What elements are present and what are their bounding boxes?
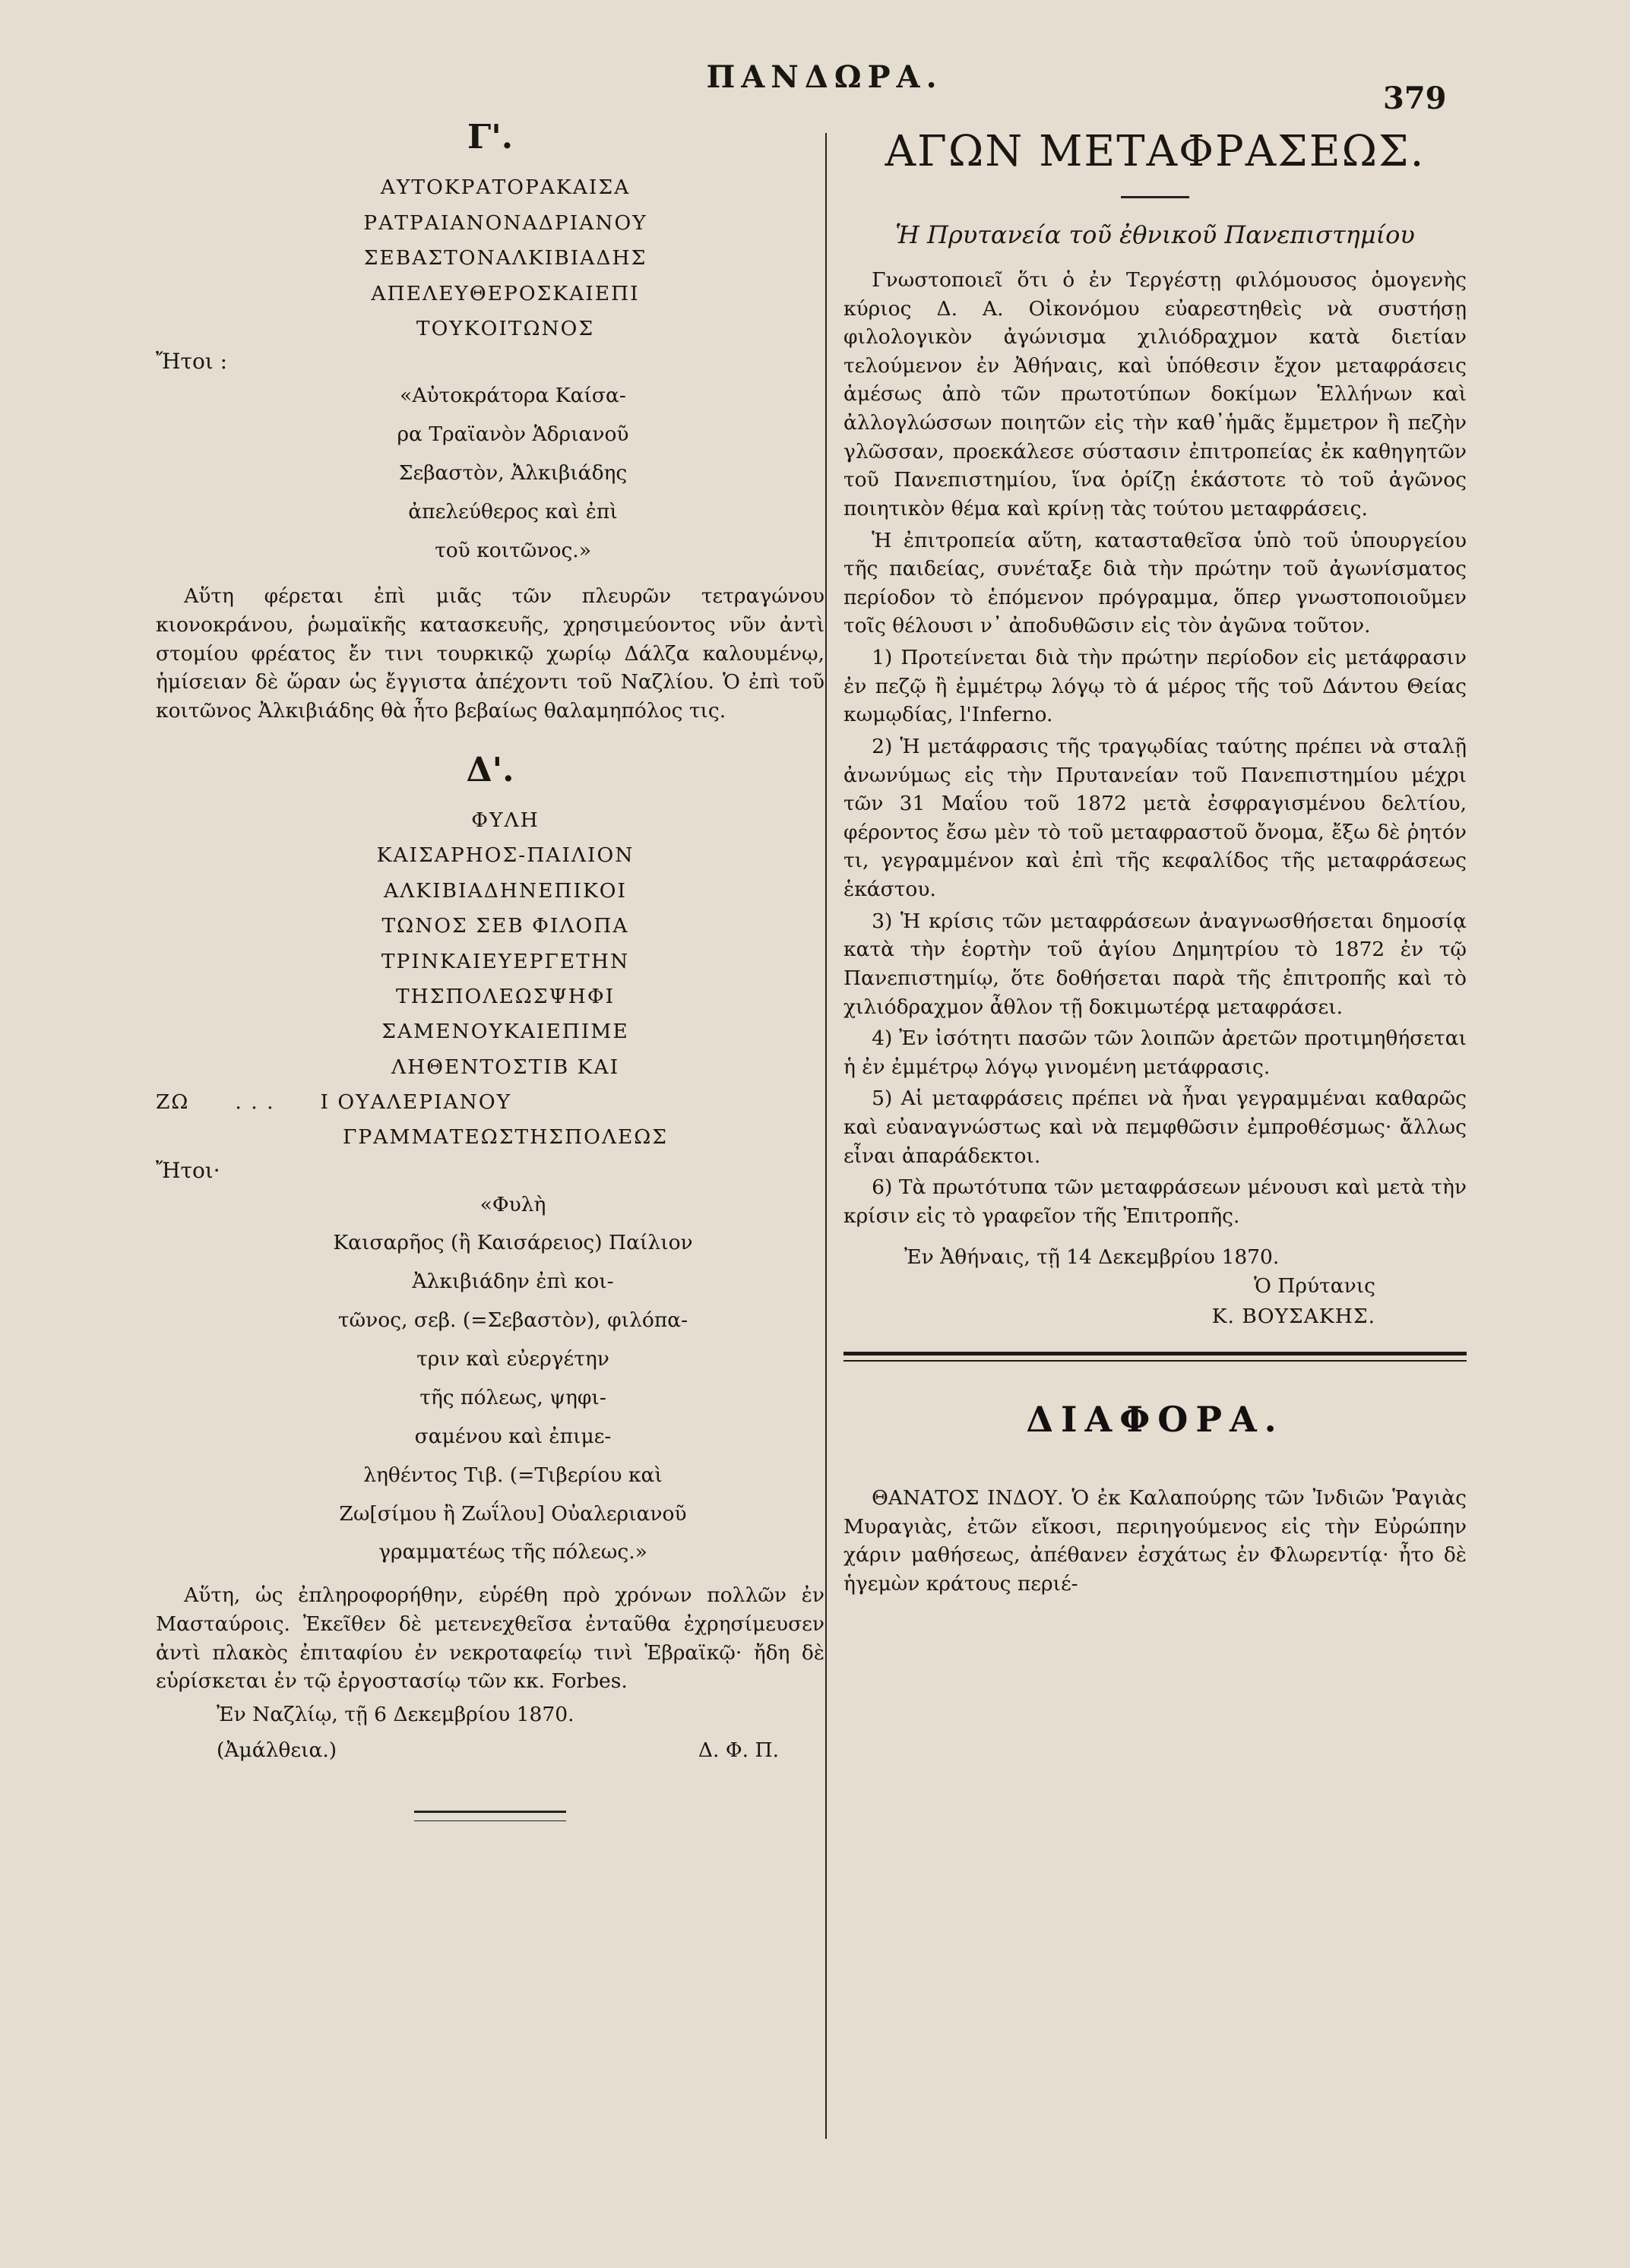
gloss-line: ληθέντος Τιβ. (=Τιβερίου καὶ [363,1463,663,1487]
inscription-line: ΑΛΚΙΒΙΑΔΗΝΕΠΙΚΟΙ [384,878,627,903]
dateline: Ἐν Ναζλίῳ, τῇ 6 Δεκεμβρίου 1870. [217,1702,574,1726]
gloss-line: Ζω[σίμου ἢ Ζωΐλου] Οὐαλεριανοῦ [339,1501,687,1526]
zo-label: ΖΩ [156,1090,190,1115]
committee-paragraph: Ἡ ἐπιτροπεία αὕτη, κατασταθεῖσα ὑπὸ τοῦ ὑπουργείου τῆς παιδείας, συνέταξε διὰ τὴν πρώτην τοῦ ἀγωνίσματος περίοδον τὸ ἑπόμενον πρόγραμμα, ὅπερ γνωστοποιοῦμεν τοῖς θέλουσι ν᾽ ἀποδυθῶσιν εἰς τὸν ἀγῶνα τοῦτον. [843,528,1467,638]
gloss-line: τῶνος, σεβ. (=Σεβαστὸν), φιλόπα- [337,1308,688,1333]
inscription-line: ΤΗΣΠΟΛΕΩΣΨΗΦΙ [395,984,616,1008]
inscription-line: ΓΡΑΜΜΑΤΕΩΣΤΗΣΠΟΛΕΩΣ [342,1125,669,1150]
inscription-line: ΑΠΕΛΕΥΘΕΡΟΣΚΑΙΕΠΙ [371,281,640,305]
announcement-intro: Γνωστοποιεῖ ὅτι ὁ ἐν Τεργέστῃ φιλόμουσος ὁμογενὴς κύριος Δ. Α. Οἰκονόμου εὐαρεστηθεὶς νὰ συστήσῃ φιλολογικὸν ἀγώνισμα χιλιόδραχμον κατὰ διετίαν τελούμενον ἐν Ἀθήναις, καὶ ὑπόθεσιν ἔχον μεταφράσεις ἀμέσως ἀπὸ τῶν πρωτοτύπων δοκίμων Ἑλλήνων καὶ ἀλλογλώσσων ποιητῶν εἰς τὴν καθ᾽ἡμᾶς ἔμμετρον ἢ πεζὴν γλῶσσαν, προεκάλεσε σύστασιν ἐπιτροπείας ἐκ καθηγητῶν τοῦ Πανεπιστημίου, ἵνα ὁρίζῃ ἑκάστοτε τὸ τοῦ ἀγῶνος ποιητικὸν θέμα καὶ κρίνῃ τὰς τούτου μεταφράσεις. [843,267,1467,520]
inscription-line: ΡΑΤΡΑΙΑΝΟΝΑΔΡΙΑΝΟΥ [363,210,647,235]
program-item: 5) Αἱ μεταφράσεις πρέπει νὰ ἦναι γεγραμμέναι καθαρῶς καὶ εὐαναγνώστως καὶ νὰ πεμφθῶσιν ἐμπροθέσμως· ἄλλως εἶναι ἀπαράδεκτοι. [843,1087,1467,1168]
contest-title: ΑΓΩΝ ΜΕΤΑΦΡΑΣΕΩΣ. [885,127,1426,176]
inscription-line: ΣΕΒΑΣΤΟΝΑΛΚΙΒΙΑΔΗΣ [363,246,647,270]
inscription-gamma [156,170,824,346]
gloss-line: «Φυλὴ [480,1192,546,1216]
inscription-line: ΑΥΤΟΚΡΑΤΟΡΑΚΑΙΣΑ [380,176,631,200]
author-initials: Δ. Φ. Π. [698,1738,779,1763]
inscription-line: ΣΑΜΕΝΟΥΚΑΙΕΠΙΜΕ [381,1020,629,1044]
gloss-line: Καισαρῆος (ἢ Καισάρειος) Παίλιον [333,1231,693,1255]
translation-delta [156,1186,824,1573]
organization-heading: Ἡ Πρυτανεία τοῦ ἐθνικοῦ Πανεπιστημίου [895,220,1415,249]
signer-name: Κ. ΒΟΥΣΑΚΗΣ. [1211,1304,1375,1328]
gloss-line: γραμματέως τῆς πόλεως.» [378,1540,647,1564]
column-divider [825,133,827,2139]
commentary-gamma: Αὕτη φέρεται ἐπὶ μιᾶς τῶν πλευρῶν τετραγώνου κιονοκράνου, ῥωμαϊκῆς κατασκευῆς, χρησιμεύοντος νῦν ἀντὶ στομίου φρέατος ἔν τινι τουρκικῷ χωρίῳ Δάλζα καλουμένῳ, ἡμίσειαν δὲ ὥραν ὡς ἔγγιστα ἀπέχοντι τοῦ Ναζλίου. Ὁ ἐπὶ τοῦ κοιτῶνος Ἀλκιβιάδης θὰ ἦτο βεβαίως θαλαμηπόλος τις. [156,584,824,723]
commentary-delta: Αὕτη, ὡς ἐπληροφορήθην, εὑρέθη πρὸ χρόνων πολλῶν ἐν Μασταύροις. Ἐκεῖθεν δὲ μετενεχθεῖσα ἐνταῦθα ἐχρησίμευσεν ἀντὶ πλακὸς ἐπιταφίου ἐν νεκροταφείῳ τινὶ Ἑβραϊκῷ· ἤδη δὲ εὑρίσκεται ἐν τῷ ἐργοστασίῳ τῶν κκ. Forbes. [156,1583,824,1694]
program-item: 6) Τὰ πρωτότυπα τῶν μεταφράσεων μένουσι καὶ μετὰ τὴν κρίσιν εἰς τὸ γραφεῖον τῆς Ἐπιτροπῆς. [843,1175,1467,1228]
translation-gamma [156,377,824,570]
gloss-line: σαμένου καὶ ἐπιμε- [414,1424,612,1448]
gloss-line: Σεβαστὸν, Ἀλκιβιάδης [398,460,628,485]
itoi-label: Ἤτοι· [156,1157,220,1183]
ellipsis: . . . [235,1090,275,1115]
title-ornament [1121,196,1189,198]
section-mark-delta: Δ'. [466,750,514,789]
gloss-line: Ἀλκιβιάδην ἐπὶ κοι- [412,1270,614,1294]
inscription-line: ΚΑΙΣΑΡΗΟΣ-ΠΑΙΛΙΟΝ [376,843,635,868]
right-column [843,122,1467,1602]
left-column [156,114,824,1821]
inscription-line: ΤΩΝΟΣ ΣΕΒ ΦΙΛΟΠΑ [381,914,629,938]
inscription-line: ΤΟΥΚΟΙΤΩΝΟΣ [416,316,595,340]
program-item: 1) Προτείνεται διὰ τὴν πρώτην περίοδον εἰς μετάφρασιν ἐν πεζῷ ἢ ἐμμέτρῳ λόγῳ τὸ ά μέρος τῆς τοῦ Δάντου Θείας κωμῳδίας, l'Inferno. [843,646,1467,727]
page-number: 379 [1383,81,1447,116]
signer-block [843,1271,1467,1332]
gloss-line: «Αὐτοκράτορα Καίσα- [400,384,626,408]
inscription-line: ΤΡΙΝΚΑΙΕΥΕΡΓΕΤΗΝ [381,949,630,973]
gloss-line: τριν καὶ εὐεργέτην [416,1347,609,1371]
inscription-line: ΦΥΛΗ [471,808,540,833]
gloss-line: ἀπελεύθερος καὶ ἐπὶ [408,499,618,524]
running-title: ΠΑΝΔΩΡΑ. [706,59,943,95]
news-item: ΘΑΝΑΤΟΣ ΙΝΔΟΥ. Ὁ ἐκ Καλαπούρης τῶν Ἰνδιῶν Ῥαγιὰς Μυραγιὰς, ἐτῶν εἴκοσι, περιηγούμενος εἰς τὴν Εὐρώπην χάριν μαθήσεως, ἀπέθανεν ἐσχάτως ἐν Φλωρεντίᾳ· ἦτο δὲ ἡγεμὼν κράτους περιέ- [843,1486,1467,1596]
inscription-line: Ι ΟΥΑΛΕΡΙΑΝΟΥ [320,1090,512,1115]
section-rule-thin [843,1360,1467,1362]
section-rule-thick [843,1352,1467,1355]
itoi-label: Ἤτοι : [156,349,228,375]
gloss-line: τῆς πόλεως, ψηφι- [419,1385,606,1409]
section-heading: ΔΙΑΦΟΡΑ. [1026,1398,1284,1440]
inscription-delta [156,803,824,1085]
program-item: 3) Ἡ κρίσις τῶν μεταφράσεων ἀναγνωσθήσεται δημοσίᾳ κατὰ τὴν ἑορτὴν τοῦ ἁγίου Δημητρίου τὸ 1872 ἐν τῷ Πανεπιστημίῳ, ὅτε δοθήσεται παρὰ τῆς ἐπιτροπῆς καὶ τὸ χιλιόδραχμον ἆθλον τῇ δοκιμωτέρᾳ μεταφράσει. [843,909,1467,1019]
program-item: 2) Ἡ μετάφρασις τῆς τραγῳδίας ταύτης πρέπει νὰ σταλῇ ἀνωνύμως εἰς τὴν Πρυτανείαν τοῦ Πανεπιστημίου μέχρι τῶν 31 Μαΐου τοῦ 1872 μετὰ ἐσφραγισμένου δελτίου, φέροντος ἔσω μὲν τὸ τοῦ μεταφραστοῦ ὄνομα, ἔξω δὲ ῥητόν τι, γεγραμμένον καὶ ἐπὶ τῆς κεφαλίδος τῆς μεταφράσεως ἑκάστου. [843,734,1467,902]
source-note: (Ἀμάλθεια.) [217,1738,337,1763]
signer-role: Ὁ Πρύτανις [1254,1274,1375,1298]
end-ornament [414,1811,566,1821]
announcement-date: Ἐν Ἀθήναις, τῇ 14 Δεκεμβρίου 1870. [904,1245,1280,1269]
inscription-line: ΛΗΘΕΝΤΟΣΤΙΒ ΚΑΙ [391,1055,620,1079]
program-item: 4) Ἐν ἰσότητι πασῶν τῶν λοιπῶν ἀρετῶν προτιμηθήσεται ἡ ἐν ἐμμέτρῳ λόγῳ γινομένη μετάφρασις. [843,1026,1467,1079]
gloss-line: τοῦ κοιτῶνος.» [435,538,591,562]
gloss-line: ρα Τραϊανὸν Ἁδριανοῦ [397,422,629,446]
source-row [217,1736,779,1765]
inscription-zo-row [156,1085,824,1120]
section-mark-gamma: Γ'. [467,118,514,157]
